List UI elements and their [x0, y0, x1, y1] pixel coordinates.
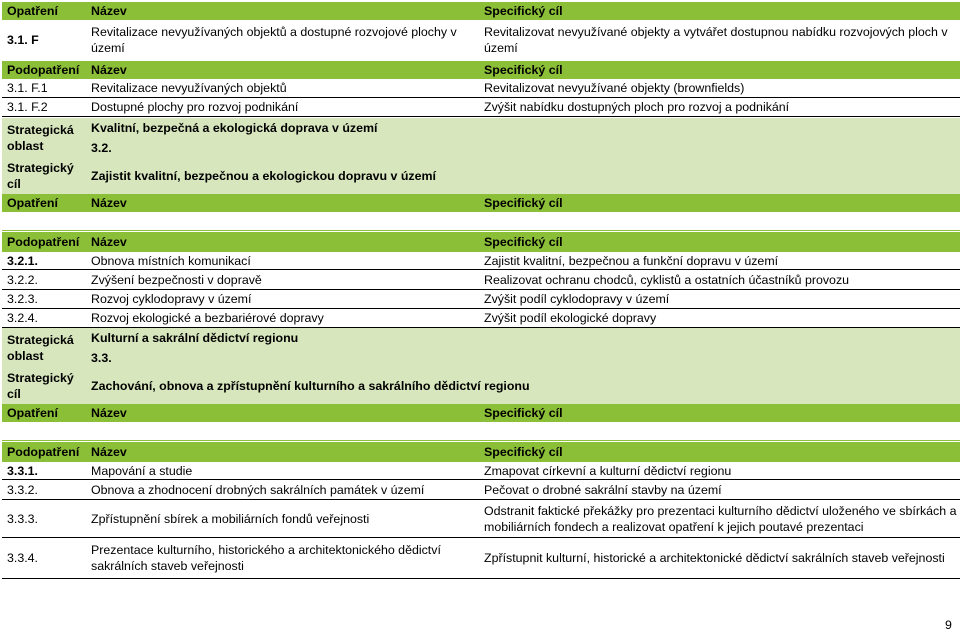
row-code: 3.2.2.: [7, 273, 39, 287]
row-goal: Zpřístupnit kulturní, historické a architektonické dědictví sakrálních staveb veřejnosti: [484, 551, 945, 565]
strategic-area-code: 3.3.: [91, 350, 112, 365]
header-submeasure: Podopatření: [7, 445, 80, 459]
strategic-goal-block: [2, 368, 960, 404]
row-goal: Revitalizovat nevyužívané objekty a vytvářet dostupnou nabídku rozvojových ploch v území: [484, 24, 948, 55]
header-submeasure: Podopatření: [7, 63, 80, 77]
page-number: 9: [945, 618, 952, 632]
header-row-measure: [2, 194, 960, 212]
header-name: Název: [91, 445, 127, 459]
row-code: 3.3.2.: [7, 483, 39, 497]
row-code: 3.2.3.: [7, 292, 39, 306]
row-code: 3.1. F.1: [7, 81, 48, 95]
strategic-area-block: [2, 118, 960, 158]
header-name: Název: [91, 4, 127, 18]
table-row: [2, 500, 960, 538]
strategic-goal-block: [2, 158, 960, 194]
row-code: 3.2.4.: [7, 311, 39, 325]
header-specific-goal: Specifický cíl: [484, 63, 563, 77]
empty-row: [2, 212, 960, 231]
row-name: Mapování a studie: [91, 463, 193, 478]
row-goal: Zvýšit nabídku dostupných ploch pro rozvoj a podnikání: [484, 100, 790, 114]
table-row: [2, 538, 960, 579]
row-name: Rozvoj ekologické a bezbariérové dopravy: [91, 311, 324, 325]
table-row: [2, 481, 960, 500]
table-row: [2, 79, 960, 98]
header-row-submeasure: [2, 232, 960, 252]
header-row-submeasure: [2, 61, 960, 79]
row-goal: Zmapovat církevní a kulturní dědictví regionu: [484, 463, 732, 478]
row-name: Zpřístupnění sbírek a mobiliárních fondů veřejnosti: [91, 511, 370, 526]
row-name: Revitalizace nevyužívaných objektů: [91, 81, 287, 95]
row-code: 3.3.3.: [7, 511, 39, 526]
header-name: Název: [91, 196, 127, 210]
strategic-goal-label: Strategický cíl: [7, 161, 74, 191]
strategic-area-block: [2, 328, 960, 368]
row-name: Zvýšení bezpečnosti v dopravě: [91, 273, 262, 287]
header-submeasure: Podopatření: [7, 235, 80, 249]
table-row: [2, 271, 960, 290]
table-row: [2, 20, 960, 59]
header-name: Název: [91, 235, 127, 249]
strategic-area-name: Kulturní a sakrální dědictví regionu: [91, 330, 299, 345]
table-row: [2, 252, 960, 270]
strategic-area-label: Strategická oblast: [7, 123, 74, 153]
table-row: [2, 309, 960, 328]
row-code: 3.3.4.: [7, 551, 39, 565]
header-measure: Opatření: [7, 406, 58, 420]
strategic-goal-name: Zachování, obnova a zpřístupnění kulturního a sakrálního dědictví regionu: [91, 379, 530, 393]
strategic-area-code: 3.2.: [91, 140, 112, 155]
row-goal: Revitalizovat nevyužívané objekty (brownfields): [484, 81, 745, 95]
header-specific-goal: Specifický cíl: [484, 235, 563, 249]
header-specific-goal: Specifický cíl: [484, 4, 563, 18]
header-measure: Opatření: [7, 4, 58, 18]
header-row-measure: [2, 404, 960, 422]
strategic-goal-name: Zajistit kvalitní, bezpečnou a ekologickou dopravu v území: [91, 169, 436, 183]
row-goal: Zvýšit podíl cyklodopravy v území: [484, 292, 670, 306]
row-code: 3.2.1.: [7, 253, 39, 268]
strategic-area-label: Strategická oblast: [7, 333, 74, 363]
row-name: Dostupné plochy pro rozvoj podnikání: [91, 100, 299, 114]
row-code: 3.3.1.: [7, 463, 39, 478]
table-row: [2, 290, 960, 309]
row-goal: Zajistit kvalitní, bezpečnou a funkční dopravu v území: [484, 253, 779, 268]
row-name: Revitalizace nevyužívaných objektů a dostupné rozvojové plochy v území: [91, 24, 457, 55]
row-goal: Zvýšit podíl ekologické dopravy: [484, 311, 657, 325]
header-specific-goal: Specifický cíl: [484, 196, 563, 210]
header-specific-goal: Specifický cíl: [484, 406, 563, 420]
header-name: Název: [91, 406, 127, 420]
header-measure: Opatření: [7, 196, 58, 210]
table-row: [2, 462, 960, 480]
row-goal: Realizovat ochranu chodců, cyklistů a ostatních účastníků provozu: [484, 273, 850, 287]
header-row-measure: [2, 2, 960, 20]
empty-row: [2, 422, 960, 441]
strategic-area-name: Kvalitní, bezpečná a ekologická doprava v území: [91, 120, 378, 135]
row-code: 3.1. F.2: [7, 100, 48, 114]
row-code: 3.1. F: [7, 32, 39, 47]
header-name: Název: [91, 63, 127, 77]
row-name: Prezentace kulturního, historického a architektonického dědictví sakrálních staveb veřejnosti: [91, 543, 441, 573]
row-name: Obnova a zhodnocení drobných sakrálních památek v území: [91, 483, 425, 497]
row-name: Rozvoj cyklodopravy v území: [91, 292, 252, 306]
header-specific-goal: Specifický cíl: [484, 445, 563, 459]
row-goal: Odstranit faktické překážky pro prezentaci kulturního dědictví uloženého ve sbírkách a mobiliárních fondech a realizovat opatření k jejich poutavé prezentaci: [484, 503, 957, 534]
table-row: [2, 98, 960, 117]
row-goal: Pečovat o drobné sakrální stavby na území: [484, 483, 722, 497]
header-row-submeasure: [2, 442, 960, 462]
strategic-goal-label: Strategický cíl: [7, 371, 74, 401]
row-name: Obnova místních komunikací: [91, 253, 251, 268]
